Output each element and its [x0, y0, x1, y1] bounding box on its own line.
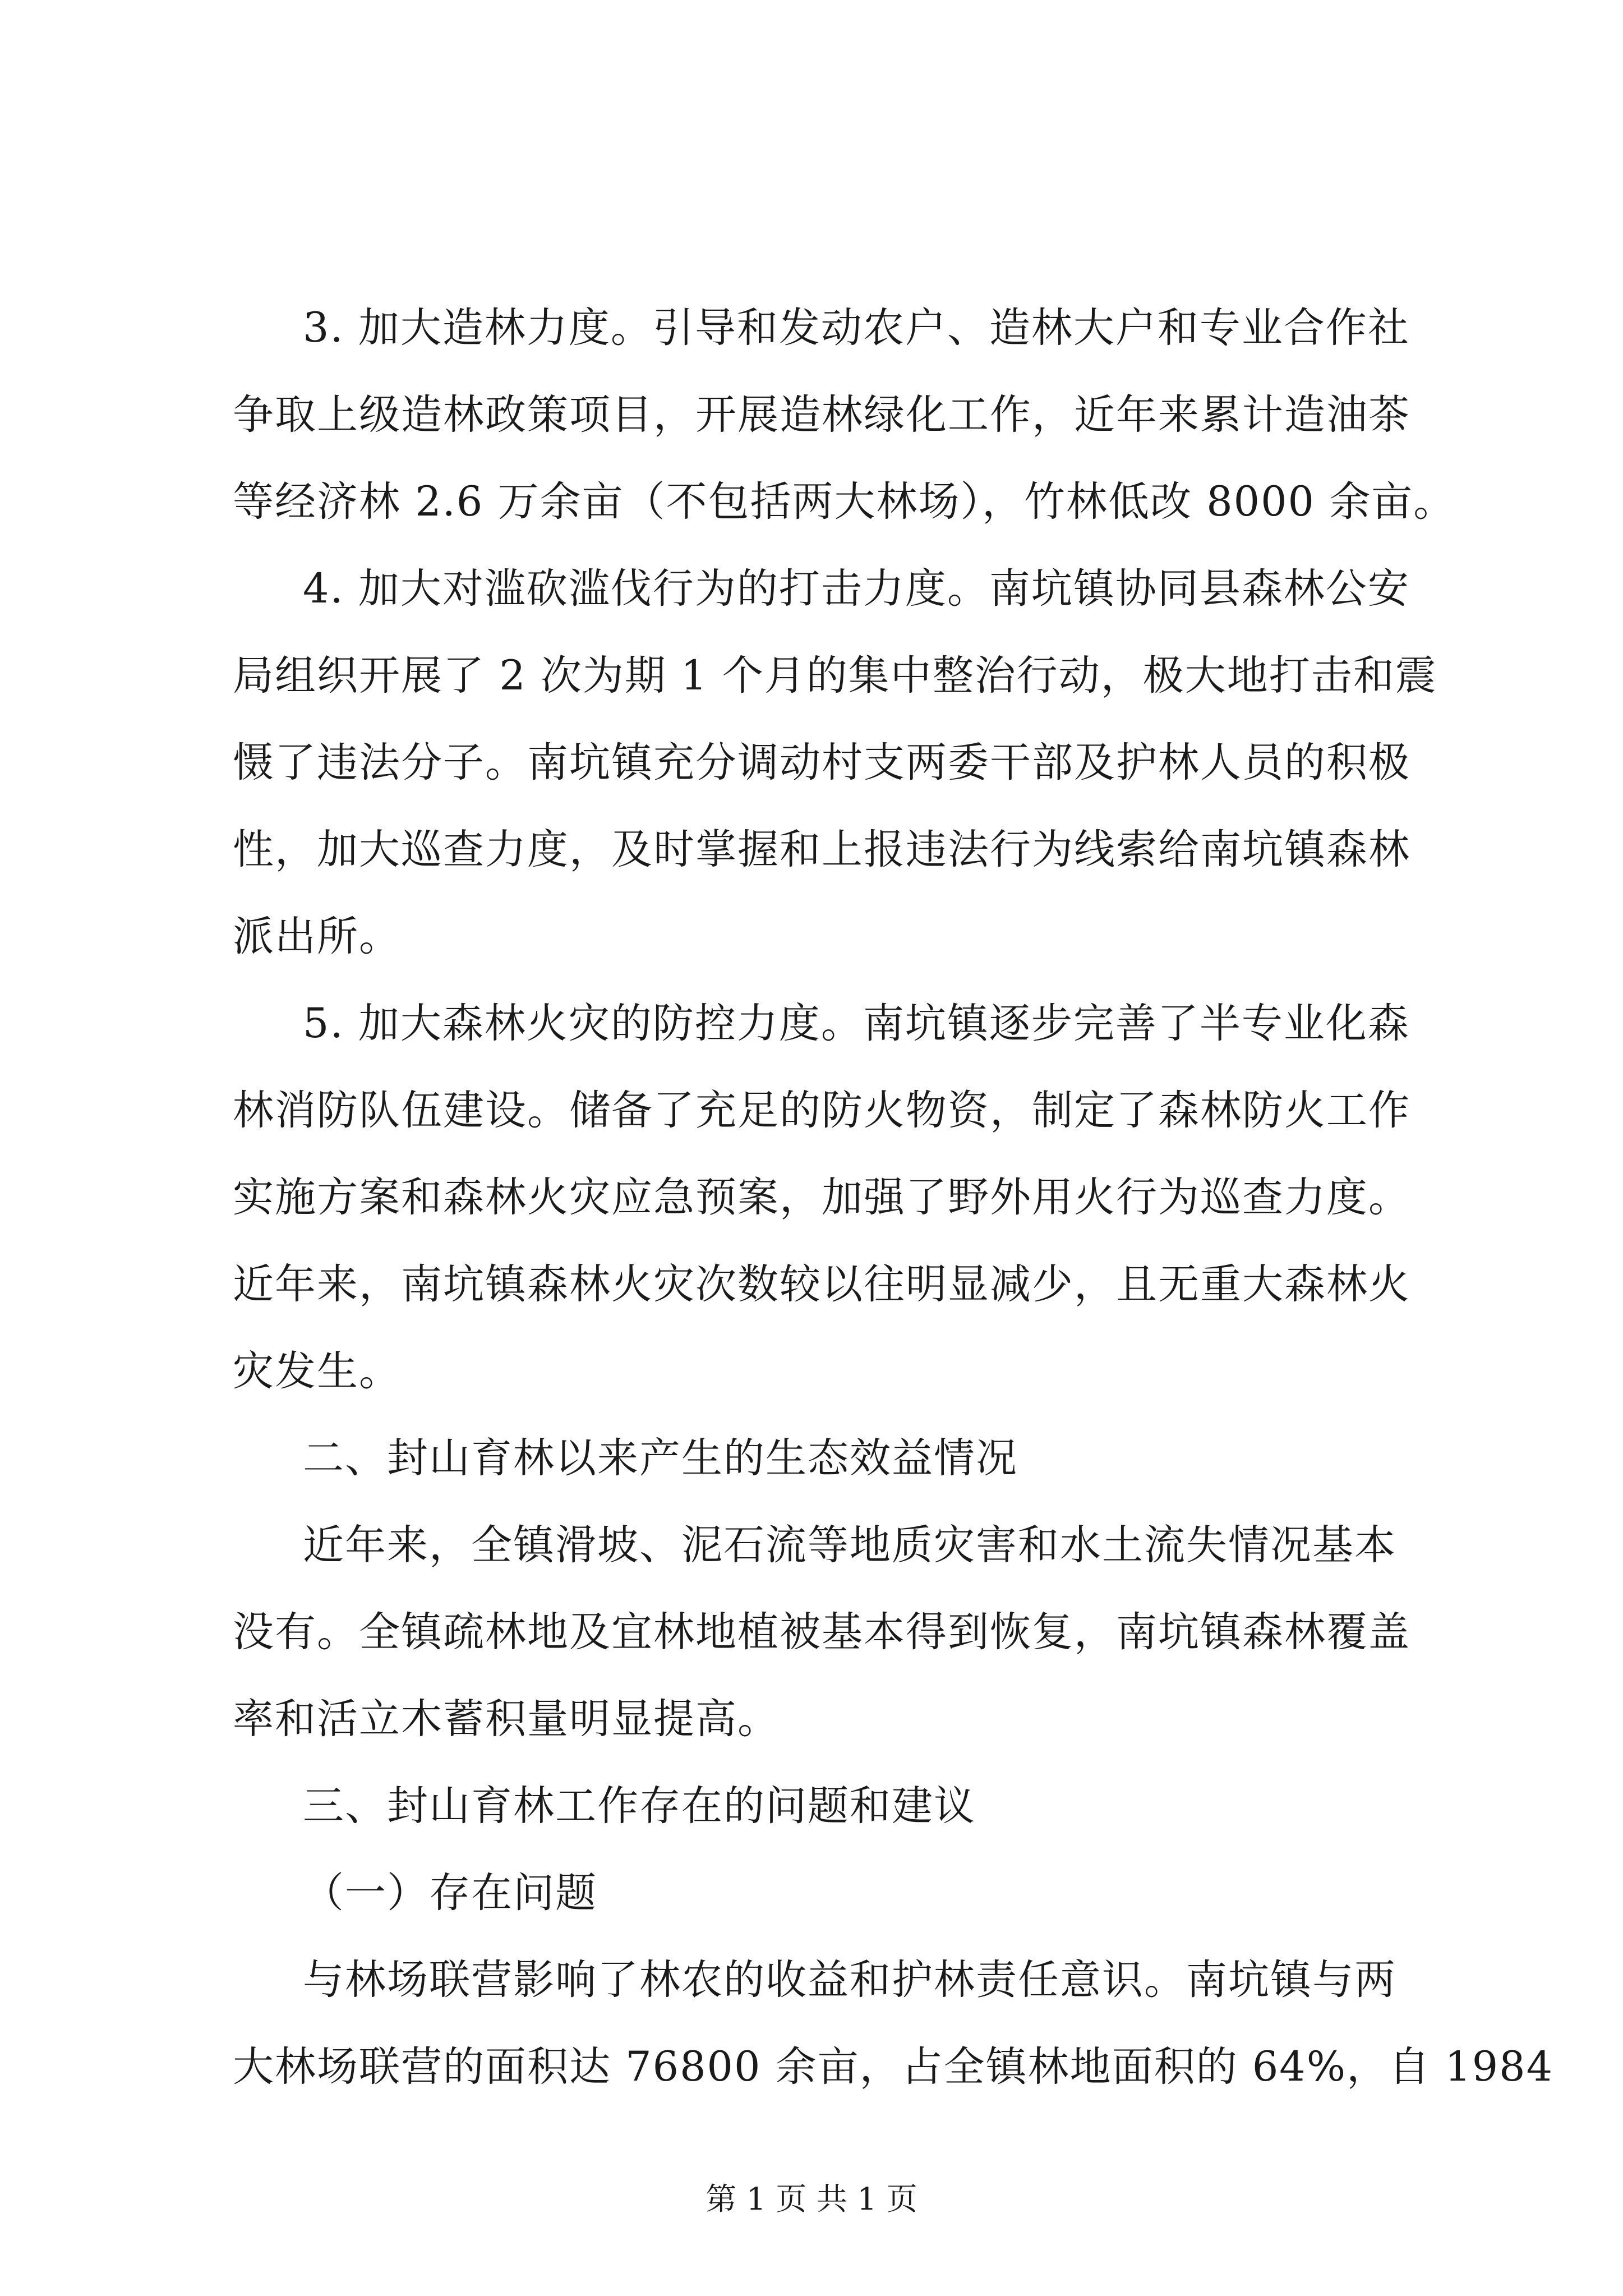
- text-line-12: 近年来，南坑镇森林火灾次数较以往明显减少，且无重大森林火: [233, 1260, 1410, 1308]
- text-line-9: 5. 加大森林火灾的防控力度。南坑镇逐步完善了半专业化森: [303, 1000, 1410, 1047]
- text-line-5: 局组织开展了 2 次为期 1 个月的集中整治行动，极大地打击和震: [233, 652, 1437, 700]
- page-footer: 第 1 页 共 1 页: [706, 2181, 917, 2217]
- text-line-20: 与林场联营影响了林农的收益和护林责任意识。南坑镇与两: [303, 1956, 1396, 2004]
- text-line-8: 派出所。: [233, 913, 401, 960]
- subsection-heading-1: （一）存在问题: [303, 1869, 597, 1917]
- text-line-3: 等经济林 2.6 万余亩（不包括两大林场），竹林低改 8000 余亩。: [233, 478, 1456, 526]
- text-line-15: 近年来，全镇滑坡、泥石流等地质灾害和水土流失情况基本: [303, 1521, 1396, 1569]
- text-line-16: 没有。全镇疏林地及宜林地植被基本得到恢复，南坑镇森林覆盖: [233, 1608, 1410, 1656]
- text-line-1: 3. 加大造林力度。引导和发动农户、造林大户和专业合作社: [303, 304, 1410, 352]
- text-line-7: 性，加大巡查力度，及时掌握和上报违法行为线索给南坑镇森林: [233, 826, 1410, 873]
- text-line-11: 实施方案和森林火灾应急预案，加强了野外用火行为巡查力度。: [233, 1174, 1410, 1221]
- text-line-13: 灾发生。: [233, 1347, 401, 1395]
- text-line-17: 率和活立木蓄积量明显提高。: [233, 1695, 780, 1743]
- text-line-10: 林消防队伍建设。储备了充足的防火物资，制定了森林防火工作: [233, 1087, 1410, 1134]
- text-line-21: 大林场联营的面积达 76800 余亩，占全镇林地面积的 64%，自 1984: [233, 2043, 1554, 2091]
- text-line-4: 4. 加大对滥砍滥伐行为的打击力度。南坑镇协同县森林公安: [303, 565, 1410, 613]
- text-line-2: 争取上级造林政策项目，开展造林绿化工作，近年来累计造油茶: [233, 391, 1410, 439]
- section-heading-3: 三、封山育林工作存在的问题和建议: [303, 1782, 976, 1830]
- section-heading-2: 二、封山育林以来产生的生态效益情况: [303, 1434, 1018, 1482]
- text-line-6: 慑了违法分子。南坑镇充分调动村支两委干部及护林人员的积极: [233, 739, 1410, 786]
